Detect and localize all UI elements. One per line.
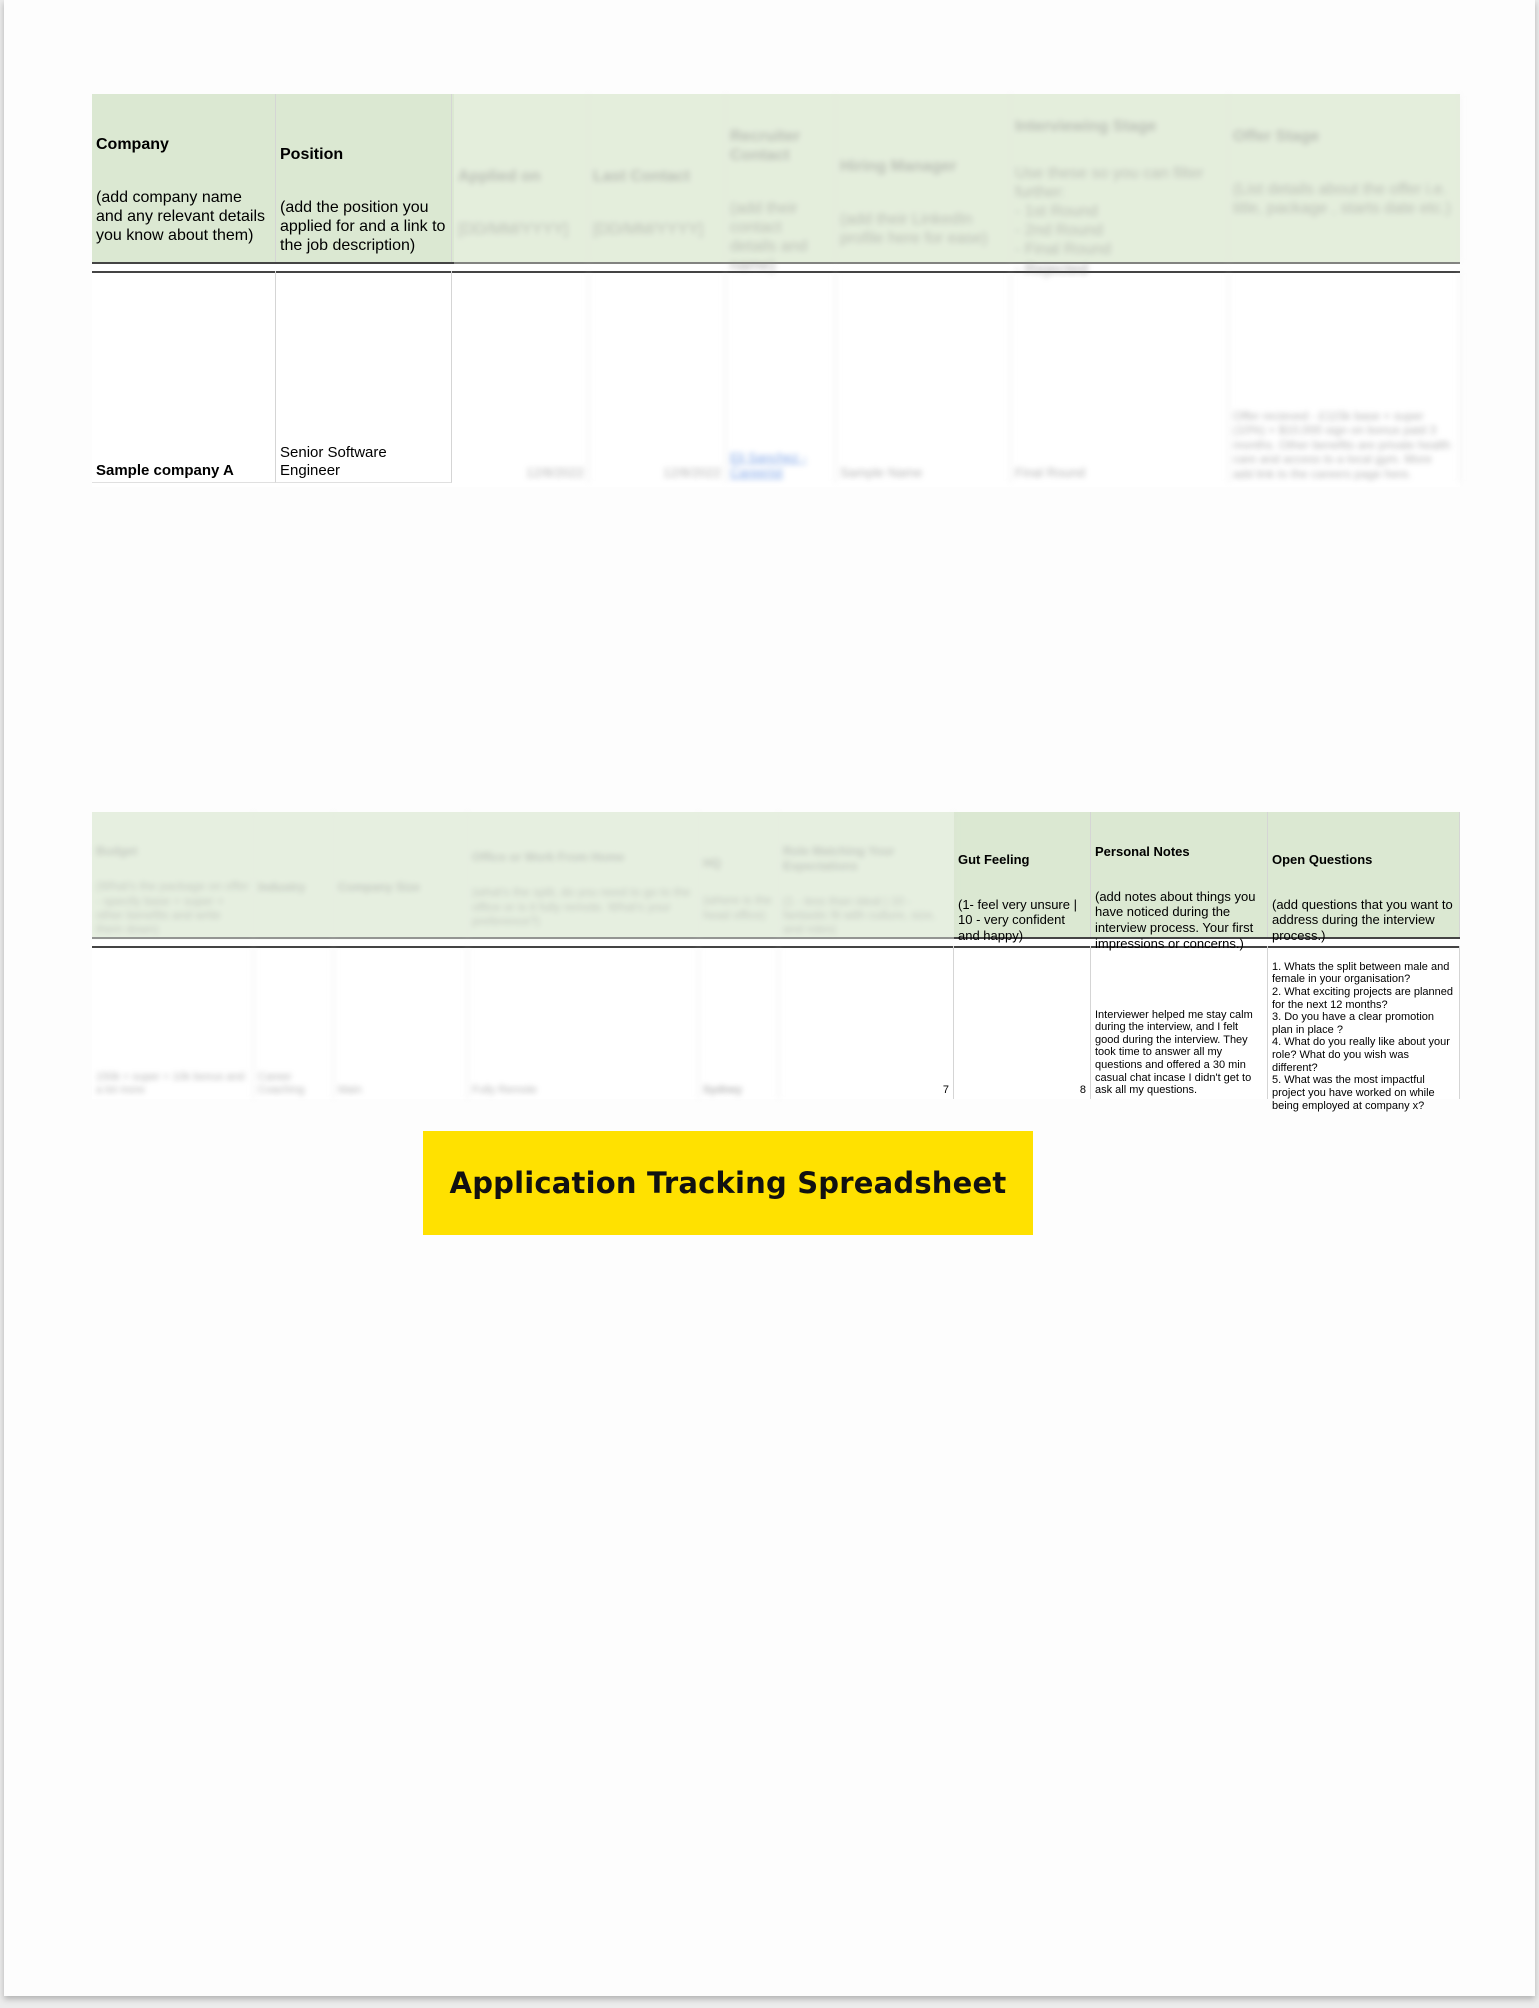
cell-hq[interactable]: Sydney [699,946,779,1099]
cell-recruiter-contact[interactable]: Eli Sanchez - Careerist [726,271,836,483]
banner-title: Application Tracking Spreadsheet [449,1166,1007,1200]
title-banner [423,1131,1033,1235]
header-applied-on: Applied on [DD/MM/YYYY] [454,94,589,262]
header-open-questions: Open Questions (add questions that you want to address during the interview process.) [1268,812,1460,937]
cell-role-match[interactable]: 7 [779,946,954,1099]
header-gut-feeling: Gut Feeling (1- feel very unsure | 10 - very confident and happy) [954,812,1091,937]
header-fade [92,812,954,940]
header-fade [454,94,1460,264]
header-offer-stage: Offer Stage (List details about the offer i.e. title, package , starts date etc.) [1229,94,1460,262]
cell-company[interactable]: Sample company A [92,271,276,483]
cell-last-contact[interactable]: 12/8/2022 [589,271,726,483]
cell-office-wfh[interactable]: Fully Remote [468,946,699,1099]
cell-industry[interactable]: Career Coaching [254,946,334,1099]
cell-open-questions[interactable]: 1. Whats the split between male and female in your organisation? 2. What exciting projects are planned for the next 12 months? 3. Do you have a clear promotion plan in place ? 4. What do you really like about your role? What do you wish was different? 5. What was the most impactful project you have worked on while being employed at company x? [1268,946,1460,1099]
header-company-size: Company Size [334,812,468,937]
header-role-match: Role Matching Your Expectations (1 - less than ideal | 10 - fantastic fit with culture, size, and roles) [779,812,954,937]
header-office-wfh: Office or Work From Home (what's the split, do you need to go to the office or is it fully remote. What's your preference?) [468,812,699,937]
header-company: Company (add company name and any relevant details you know about them) [92,94,276,262]
header-last-contact: Last Contact [DD/MM/YYYY] [589,94,726,262]
header-industry: Industry [254,812,334,937]
cell-personal-notes[interactable]: Interviewer helped me stay calm during the interview, and I felt good during the interview. They took time to answer all my questions and offered a 30 min casual chat incase I didn't get to ask all my questions. [1091,946,1268,1099]
header-hiring-manager: Hiring Manager (add their LinkedIn profile here for ease) [836,94,1011,262]
sheet-top [92,94,1460,487]
cell-position[interactable]: Senior Software Engineer [276,271,452,483]
cell-offer-stage[interactable]: Offer recieved - £115k base + super (10%) + $10,000 sign on bonus paid 3 months. Other benefits are private health care and access to a local gym. More add link to the careers page here. [1229,271,1460,483]
document-page [4,0,1535,1996]
header-position: Position (add the position you applied for and a link to the job description) [276,94,452,262]
header-hq: HQ (where is the head office) [699,812,779,937]
cell-budget[interactable]: 150k + super + 10k bonus and a lot more [92,946,254,1099]
cell-hiring-manager[interactable]: Sample Name [836,271,1011,483]
cell-applied-on[interactable]: 12/8/2022 [454,271,589,483]
sheet-bottom [92,812,1460,1112]
header-interviewing-stage: Interviewing Stage Use these so you can filter further: - 1st Round - 2nd Round - Final Round - Rejected [1011,94,1229,262]
header-budget: Budget (What's the package on offer - specify base + super + other benefits and write them down) [92,812,254,937]
cell-interviewing-stage[interactable]: Final Round [1011,271,1229,483]
cell-gut-feeling[interactable]: 8 [954,946,1091,1099]
cell-company-size[interactable]: Main [334,946,468,1099]
header-personal-notes: Personal Notes (add notes about things you have noticed during the interview process. Your first impressions or concerns.) [1091,812,1268,937]
header-recruiter-contact: Recruiter Contact (add their contact details and name) [726,94,836,262]
